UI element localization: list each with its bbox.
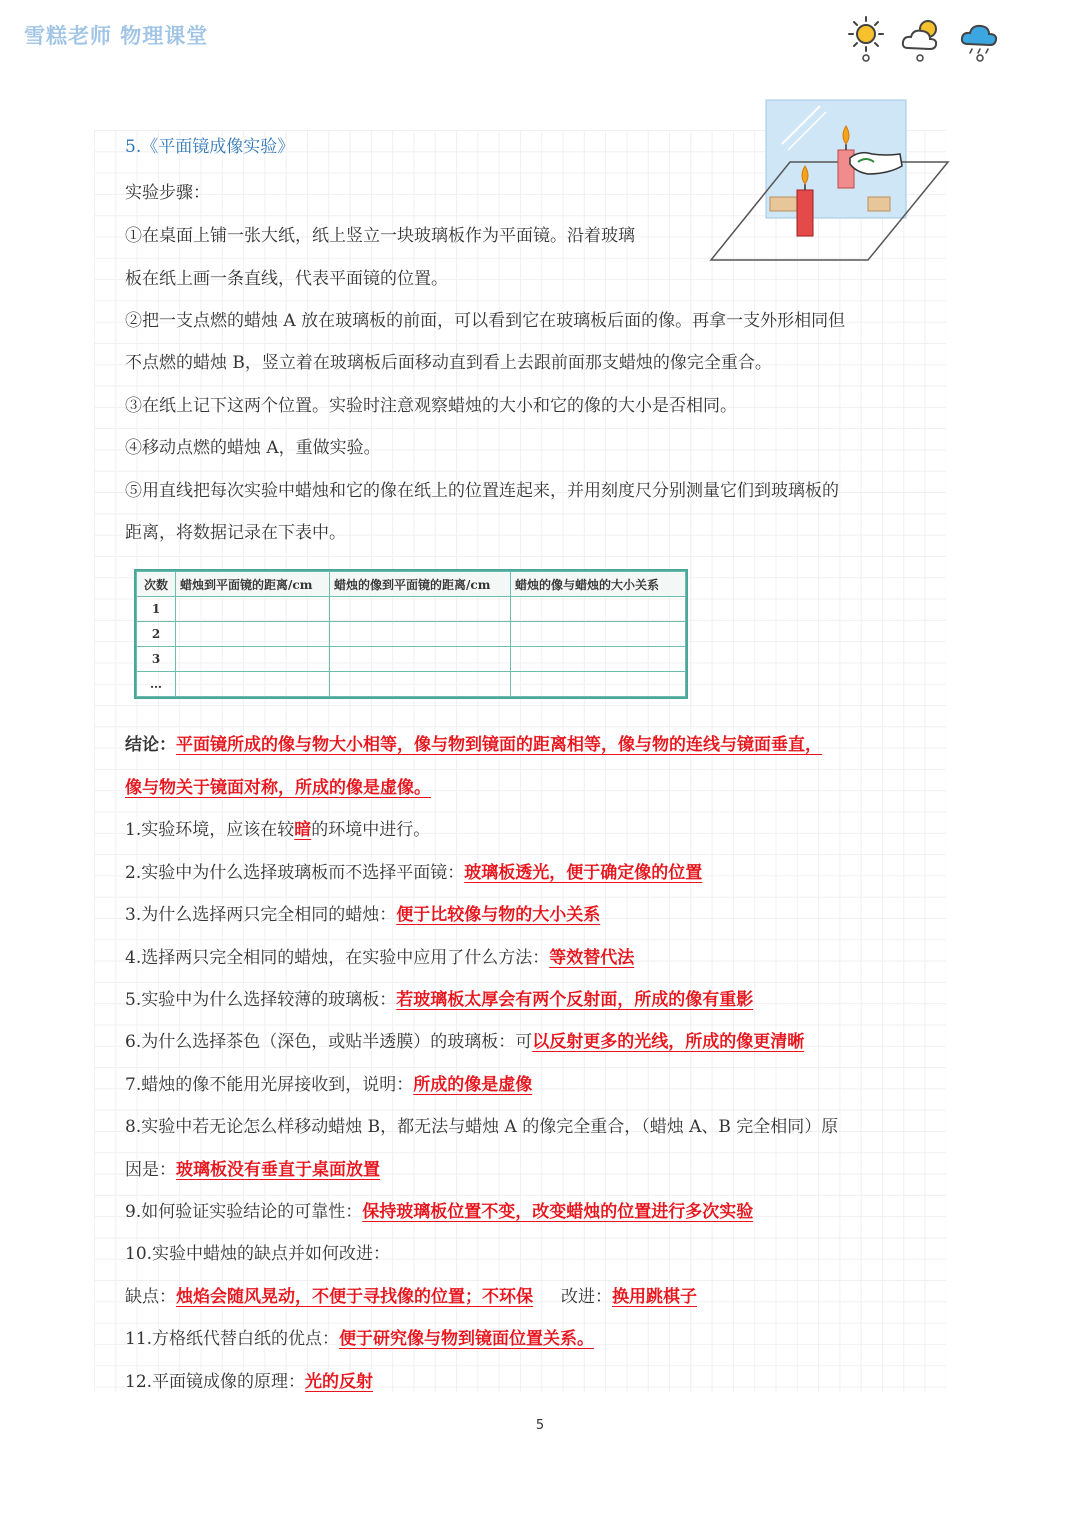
step-4: ④移动点燃的蜡烛 A，重做实验。 <box>125 438 381 458</box>
step-2b: 不点燃的蜡烛 B，竖立着在玻璃板后面移动直到看上去跟前面那支蜡烛的像完全重合。 <box>125 353 772 373</box>
step-1a: ①在桌面上铺一张大纸，纸上竖立一块玻璃板作为平面镜。沿着玻璃 <box>125 226 635 246</box>
answer-9: 保持玻璃板位置不变，改变蜡烛的位置进行多次实验 <box>362 1202 754 1222</box>
qa-5 <box>125 985 753 1010</box>
step-1b: 板在纸上画一条直线，代表平面镜的位置。 <box>125 269 448 289</box>
table-row <box>137 622 686 647</box>
table-cell: 2 <box>137 622 176 647</box>
qa-3 <box>125 900 600 925</box>
conclusion-line-2 <box>125 773 431 798</box>
step-5a: ⑤用直线把每次实验中蜡烛和它的像在纸上的位置连起来，并用刻度尺分别测量它们到玻璃板的 <box>125 481 839 501</box>
answer-2: 玻璃板透光，便于确定像的位置 <box>464 863 703 883</box>
question-5: 5.实验中为什么选择较薄的玻璃板： <box>125 990 397 1010</box>
question-9: 9.如何验证实验结论的可靠性： <box>125 1202 363 1222</box>
step-5b: 距离，将数据记录在下表中。 <box>125 523 346 543</box>
table-row <box>137 597 686 622</box>
table-row <box>137 672 686 697</box>
answer-11: 便于研究像与物到镜面位置关系。 <box>339 1329 595 1349</box>
table-header-cell: 次数 <box>137 572 176 597</box>
steps-label: 实验步骤： <box>125 183 210 203</box>
section-heading: 5.《平面镜成像实验》 <box>125 137 295 157</box>
weather-icons <box>846 14 1006 62</box>
question-11: 11.方格纸代替白纸的优点： <box>125 1329 340 1349</box>
partly-cloudy-icon <box>898 14 946 62</box>
qa-8b <box>125 1155 380 1180</box>
answer-10-improvement: 换用跳棋子 <box>612 1287 697 1307</box>
qa-2 <box>125 858 702 883</box>
improvement-label: 改进： <box>561 1287 612 1307</box>
conclusion-line-1 <box>125 730 822 755</box>
question-4: 4.选择两只完全相同的蜡烛，在实验中应用了什么方法： <box>125 948 550 968</box>
qa-11 <box>125 1324 594 1349</box>
table-header-cell: 蜡烛的像与蜡烛的大小关系 <box>511 572 686 597</box>
question-10: 10.实验中蜡烛的缺点并如何改进： <box>125 1244 391 1264</box>
question-8a: 8.实验中若无论怎么样移动蜡烛 B，都无法与蜡烛 A 的像完全重合，（蜡烛 A、B 完全相同）原 <box>125 1117 839 1137</box>
answer-7: 所成的像是虚像 <box>413 1075 533 1095</box>
question-1-post: 的环境中进行。 <box>311 820 431 840</box>
question-1: 1.实验环境，应该在较 <box>125 820 295 840</box>
answer-4: 等效替代法 <box>549 948 635 968</box>
table-row <box>137 647 686 672</box>
answer-12: 光的反射 <box>305 1372 374 1392</box>
rain-cloud-icon <box>958 14 1006 62</box>
answer-10-drawback: 烛焰会随风晃动，不便于寻找像的位置；不环保 <box>176 1287 533 1307</box>
table-cell: 3 <box>137 647 176 672</box>
sun-icon <box>846 14 886 62</box>
qa-6 <box>125 1027 804 1052</box>
header-title: 雪糕老师 物理课堂 <box>24 24 209 48</box>
answer-6: 以反射更多的光线，所成的像更清晰 <box>532 1032 805 1052</box>
drawback-label: 缺点： <box>125 1287 176 1307</box>
question-6: 6.为什么选择茶色（深色，或贴半透膜）的玻璃板：可 <box>125 1032 533 1052</box>
qa-8a <box>125 1112 838 1137</box>
table-header-cell: 蜡烛的像到平面镜的距离/cm <box>330 572 511 597</box>
question-3: 3.为什么选择两只完全相同的蜡烛： <box>125 905 397 925</box>
mirror-experiment-illustration <box>708 98 953 264</box>
qa-10-answer <box>125 1282 697 1307</box>
table-header-row <box>137 572 686 597</box>
conclusion-text-2: 像与物关于镜面对称，所成的像是虚像。 <box>125 778 431 798</box>
question-8b: 因是： <box>125 1160 176 1180</box>
table-cell: 1 <box>137 597 176 622</box>
qa-4 <box>125 943 634 968</box>
table-cell: … <box>137 672 176 697</box>
data-table <box>136 571 686 697</box>
page-number: 5 <box>535 1418 545 1433</box>
question-2: 2.实验中为什么选择玻璃板而不选择平面镜： <box>125 863 465 883</box>
answer-8: 玻璃板没有垂直于桌面放置 <box>176 1160 380 1180</box>
answer-3: 便于比较像与物的大小关系 <box>396 905 601 925</box>
conclusion-label: 结论： <box>125 735 176 755</box>
qa-7 <box>125 1070 532 1095</box>
step-2a: ②把一支点燃的蜡烛 A 放在玻璃板的前面，可以看到它在玻璃板后面的像。再拿一支外形相同但 <box>125 311 846 331</box>
qa-10 <box>125 1239 390 1264</box>
question-7: 7.蜡烛的像不能用光屏接收到，说明： <box>125 1075 414 1095</box>
answer-1: 暗 <box>294 820 312 840</box>
qa-1 <box>125 815 430 840</box>
step-3: ③在纸上记下这两个位置。实验时注意观察蜡烛的大小和它的像的大小是否相同。 <box>125 396 737 416</box>
conclusion-text-1: 平面镜所成的像与物大小相等，像与物到镜面的距离相等，像与物的连线与镜面垂直， <box>176 735 822 755</box>
question-12: 12.平面镜成像的原理： <box>125 1372 306 1392</box>
table-header-cell: 蜡烛到平面镜的距离/cm <box>176 572 330 597</box>
answer-5: 若玻璃板太厚会有两个反射面，所成的像有重影 <box>396 990 754 1010</box>
qa-12 <box>125 1367 373 1392</box>
qa-9 <box>125 1197 753 1222</box>
